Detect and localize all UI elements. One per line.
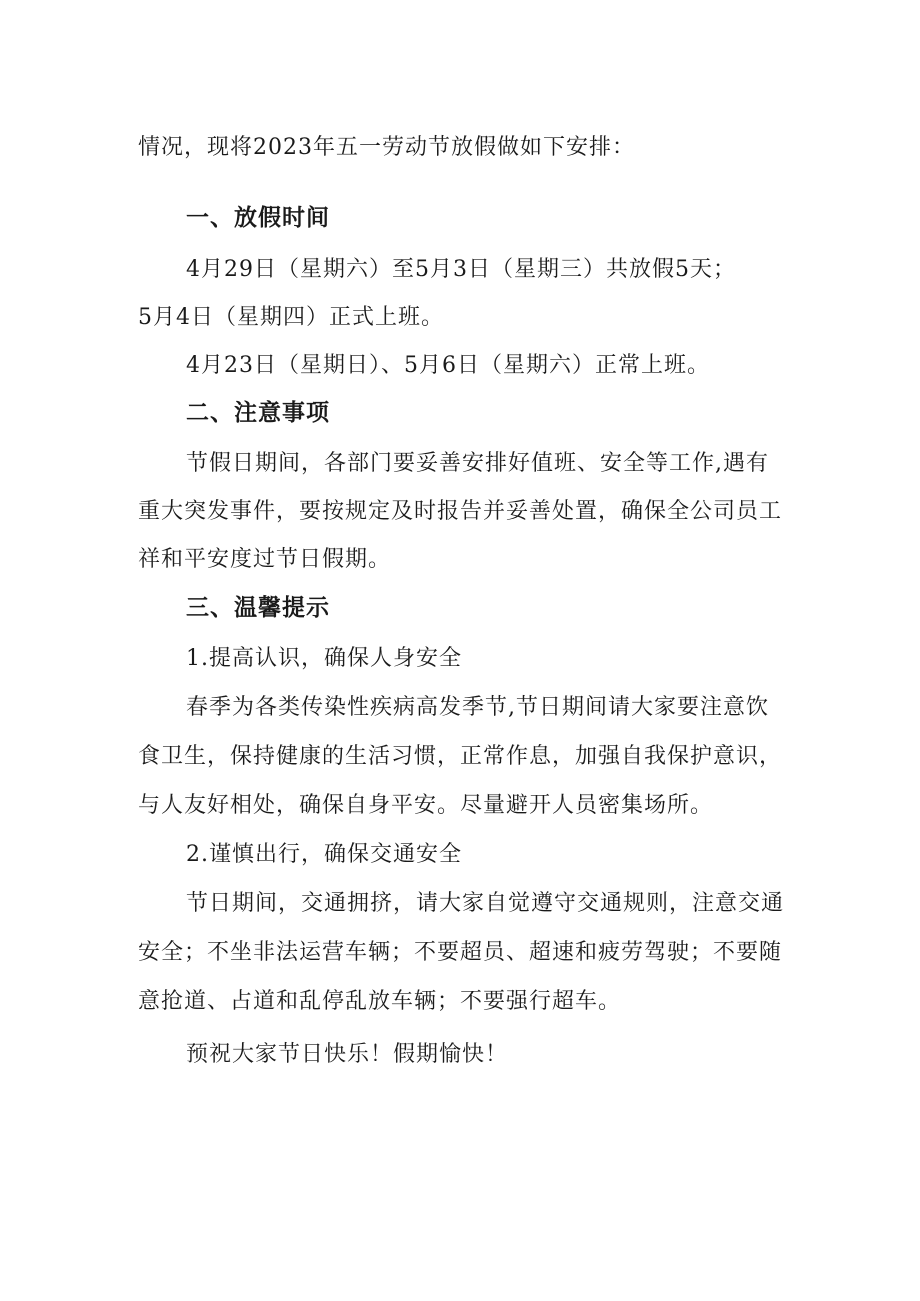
tip1-line-2: 食卫生，保持健康的生活习惯，正常作息，加强自我保护意识， — [138, 744, 783, 769]
holiday-line-3: 4月23日（星期日）、5月6日（星期六）正常上班。 — [186, 353, 710, 378]
section-heading-notes: 二、注意事项 — [186, 400, 330, 426]
intro-text: 情况，现将2023年五一劳动节放假做如下安排： — [138, 135, 635, 160]
notes-line-2: 重大突发事件，要按规定及时报告并妥善处置，确保全公司员工 — [138, 499, 783, 524]
holiday-line-2: 5月4日（星期四）正式上班。 — [138, 305, 444, 330]
holiday-line-1: 4月29日（星期六）至5月3日（星期三）共放假5天； — [186, 257, 736, 282]
tip2-title: 2.谨慎出行，确保交通安全 — [186, 842, 462, 867]
tip1-line-1: 春季为各类传染性疾病高发季节,节日期间请大家要注意饮 — [186, 695, 769, 720]
tip1-title: 1.提高认识，确保人身安全 — [186, 646, 462, 671]
tip1-line-3: 与人友好相处，确保自身平安。尽量避开人员密集场所。 — [138, 793, 714, 818]
section-heading-tips: 三、温馨提示 — [186, 595, 330, 621]
tip2-line-3: 意抢道、占道和乱停乱放车辆；不要强行超车。 — [138, 989, 622, 1014]
notes-line-1: 节假日期间，各部门要妥善安排好值班、安全等工作,遇有 — [186, 451, 769, 476]
tip2-line-2: 安全；不坐非法运营车辆；不要超员、超速和疲劳驾驶；不要随 — [138, 940, 783, 965]
tip2-line-1: 节日期间，交通拥挤，请大家自觉遵守交通规则，注意交通 — [186, 891, 785, 916]
section-heading-holiday-time: 一、放假时间 — [186, 205, 330, 231]
notes-line-3: 祥和平安度过节日假期。 — [138, 547, 392, 572]
closing-wishes: 预祝大家节日快乐！假期愉快！ — [186, 1042, 509, 1067]
